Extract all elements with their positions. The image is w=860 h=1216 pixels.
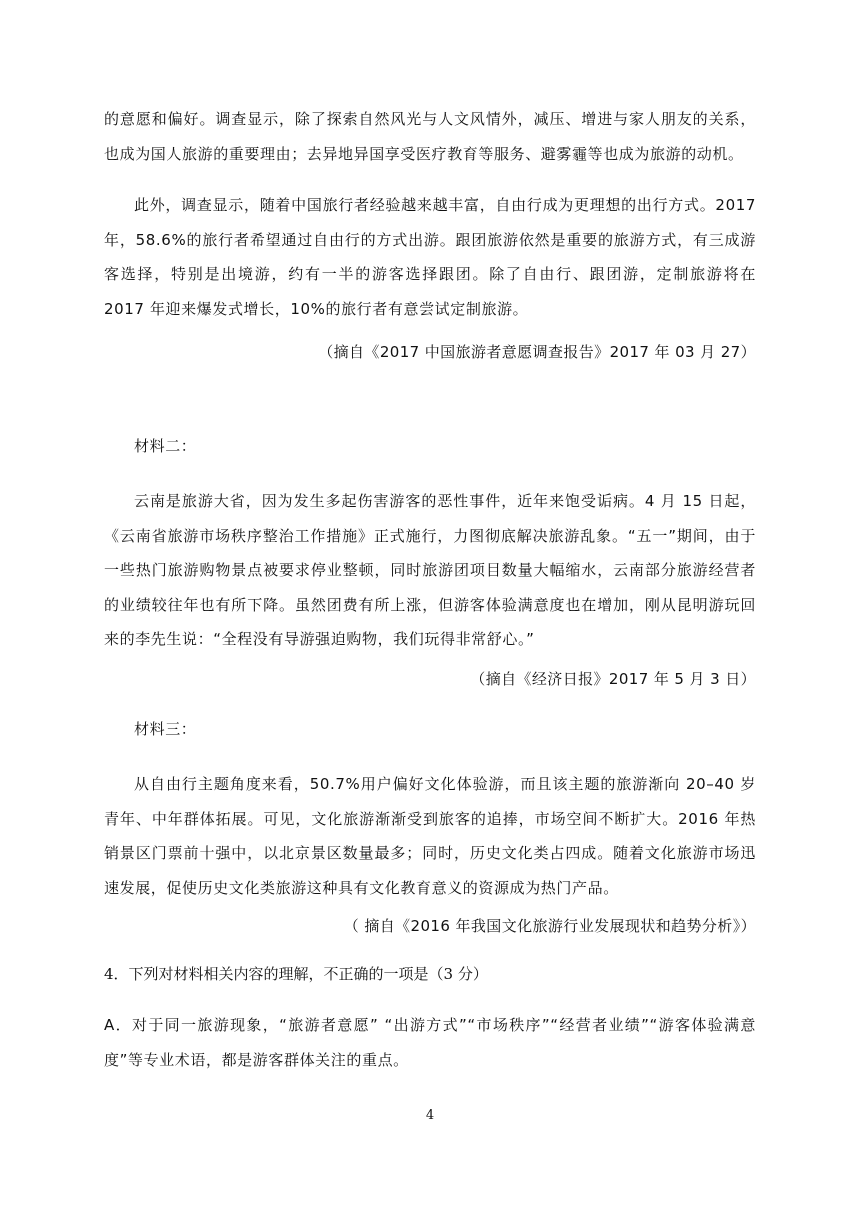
- source-citation-2: （摘自《经济日报》2017 年 5 月 3 日）: [470, 670, 756, 688]
- paragraph-3: 云南是旅游大省，因为发生多起伤害游客的恶性事件，近年来饱受诟病。4 月 15 日起，《云南省旅游市场秩序整治工作措施》正式施行，力图彻底解决旅游乱象。“五一”期间，由于一些热门旅游购物景点被要求停业整顿，同时旅游团项目数量大幅缩水，云南部分旅游经营者的业绩较往年也有所下降。虽然团费有所上涨，但游客体验满意度也在增加，刚从昆明游玩回来的李先生说：“全程没有导游强迫购物，我们玩得非常舒心。”: [104, 492, 756, 648]
- page-number: 4: [425, 1108, 435, 1123]
- option-a: A．对于同一旅游现象，“旅游者意愿” “出游方式”“市场秩序”“经营者业绩”“游客体验满意度”等专业术语，都是游客群体关注的重点。: [104, 1016, 756, 1069]
- question-4: 4．下列对材料相关内容的理解，不正确的一项是（3 分）: [104, 965, 488, 983]
- paragraph-2: 此外，调查显示，随着中国旅行者经验越来越丰富，自由行成为更理想的出行方式。2017 年，58.6%的旅行者希望通过自由行的方式出游。跟团旅游依然是重要的旅游方式，有三成游客选择，特别是出境游，约有一半的游客选择跟团。除了自由行、跟团游，定制旅游将在 2017 年迎来爆发式增长，10%的旅行者有意尝试定制旅游。: [104, 196, 756, 318]
- source-citation-1: （摘自《2017 中国旅游者意愿调查报告》2017 年 03 月 27）: [318, 343, 756, 361]
- paragraph-4: 从自由行主题角度来看，50.7%用户偏好文化体验游，而且该主题的旅游渐向 20–40 岁青年、中年群体拓展。可见，文化旅游渐渐受到旅客的追捧，市场空间不断扩大。2016 年热销景区门票前十强中，以北京景区数量最多；同时，历史文化类占四成。随着文化旅游市场迅速发展，促使历史文化类旅游这种具有文化教育意义的资源成为热门产品。: [104, 775, 756, 897]
- material-two-heading: 材料二：: [134, 437, 197, 455]
- source-citation-3: （ 摘自《2016 年我国文化旅游行业发展现状和趋势分析》）: [343, 917, 756, 935]
- material-three-heading: 材料三：: [134, 720, 197, 738]
- paragraph-1: 的意愿和偏好。调查显示，除了探索自然风光与人文风情外，减压、增进与家人朋友的关系，也成为国人旅游的重要理由；去异地异国享受医疗教育等服务、避雾霾等也成为旅游的动机。: [104, 110, 756, 163]
